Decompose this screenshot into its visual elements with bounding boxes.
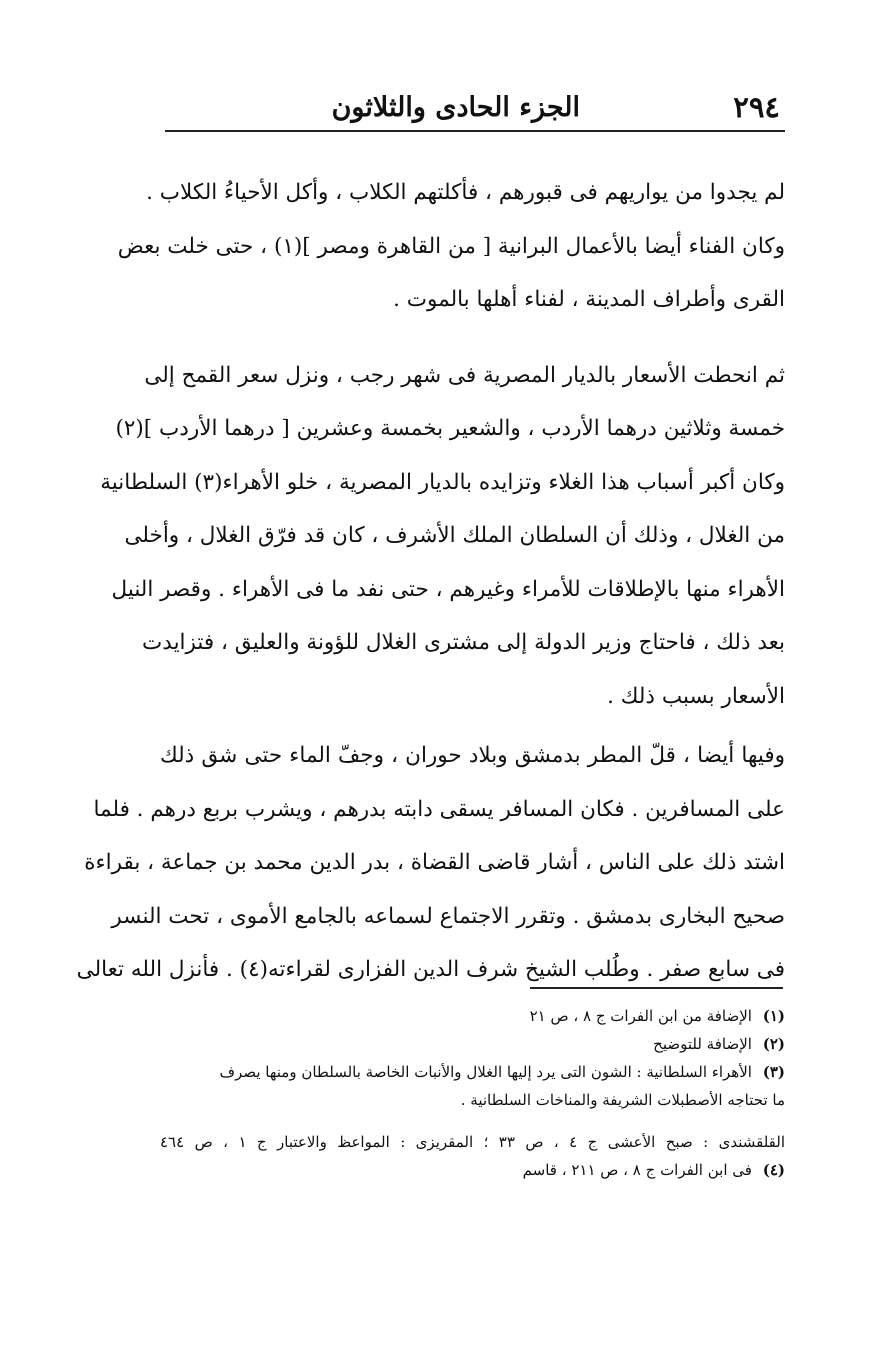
footnote-text: الأهراء السلطانية : الشون التى يرد إليها الغلال والأنبات الخاصة بالسلطان ومنها يصرف: [219, 1063, 752, 1081]
text-line: الأسعار بسبب ذلك .: [607, 683, 785, 709]
text-line: صحيح البخارى بدمشق . وتقرر الاجتماع لسماعه بالجامع الأموى ، تحت النسر: [111, 903, 785, 929]
footnote-number: (٣): [762, 1063, 785, 1081]
text-line: وكان الفناء أيضا بالأعمال البرانية [ من القاهرة ومصر ](١) ، حتى خلت بعض: [117, 233, 785, 259]
footnote-number: (٢): [762, 1035, 785, 1053]
page-number: ٢٩٤: [733, 90, 780, 124]
footnote-text: الإضافة من ابن الفرات ج ٨ ، ص ٢١: [529, 1007, 752, 1025]
text-line: وكان أكبر أسباب هذا الغلاء وتزايده بالديار المصرية ، خلو الأهراء(٣) السلطانية: [100, 469, 785, 495]
footnote-3: [160, 1058, 785, 1086]
footnote-3-references: القلقشندى : صبح الأعشى ج ٤ ، ص ٣٣ ؛ المقريزى : المواعظ والاعتبار ج ١ ، ص ٤٦٤: [160, 1133, 785, 1151]
footnote-text: فى ابن الفرات ج ٨ ، ص ٢١١ ، قاسم: [522, 1161, 752, 1179]
footnote-rule: [530, 987, 783, 989]
footnote-4: [160, 1156, 785, 1184]
paragraph-1: [117, 166, 785, 327]
footnote-1: [160, 1002, 785, 1030]
paragraph-2: [100, 349, 785, 724]
footnote-text: الإضافة للتوضيح: [653, 1035, 752, 1053]
text-line: خمسة وثلاثين درهما الأردب ، والشعير بخمسة وعشرين [ درهما الأردب ](٢): [115, 416, 785, 441]
text-line: الأهراء منها بالإطلاقات للأمراء وغيرهم ، حتى نفد ما فى الأهراء . وقصر النيل: [111, 576, 785, 602]
text-line: ثم انحطت الأسعار بالديار المصرية فى شهر رجب ، ونزل سعر القمح إلى: [144, 362, 785, 388]
paragraph-3: [76, 729, 785, 997]
footnote-2: [160, 1030, 785, 1058]
text-line: لم يجدوا من يواريهم فى قبورهم ، فأكلتهم الكلاب ، وأكل الأحياءُ الكلاب .: [146, 180, 785, 205]
text-line: وفيها أيضا ، قلّ المطر بدمشق وبلاد حوران ، وجفّ الماء حتى شق ذلك: [160, 743, 785, 768]
body-text: [76, 166, 785, 997]
text-line: القرى وأطراف المدينة ، لفناء أهلها بالموت .: [393, 287, 785, 312]
header-rule: [165, 130, 785, 132]
footnote-number: (٤): [762, 1161, 785, 1179]
footnote-number: (١): [762, 1007, 785, 1025]
text-line: على المسافرين . فكان المسافر يسقى دابته بدرهم ، ويشرب بربع درهم . فلما: [93, 796, 785, 822]
text-line: فى سابع صفر . وطُلب الشيخ شرف الدين الفزارى لقراءته(٤) . فأنزل الله تعالى: [76, 957, 785, 982]
page-header: [160, 88, 785, 128]
paragraph-gap: [160, 327, 785, 349]
footnote-3-continuation: ما تحتاجه الأصطبلات الشريفة والمناخات السلطانية .: [460, 1091, 785, 1109]
text-line: اشتد ذلك على الناس ، أشار قاضى القضاة ، بدر الدين محمد بن جماعة ، بقراءة: [84, 850, 785, 875]
footnotes: [160, 1002, 785, 1184]
text-line: من الغلال ، وذلك أن السلطان الملك الأشرف ، كان قد فرّق الغلال ، وأخلى: [124, 523, 785, 548]
running-title: الجزء الحادى والثلاثون: [331, 92, 580, 123]
text-line: بعد ذلك ، فاحتاج وزير الدولة إلى مشترى الغلال للؤونة والعليق ، فتزايدت: [142, 630, 785, 655]
